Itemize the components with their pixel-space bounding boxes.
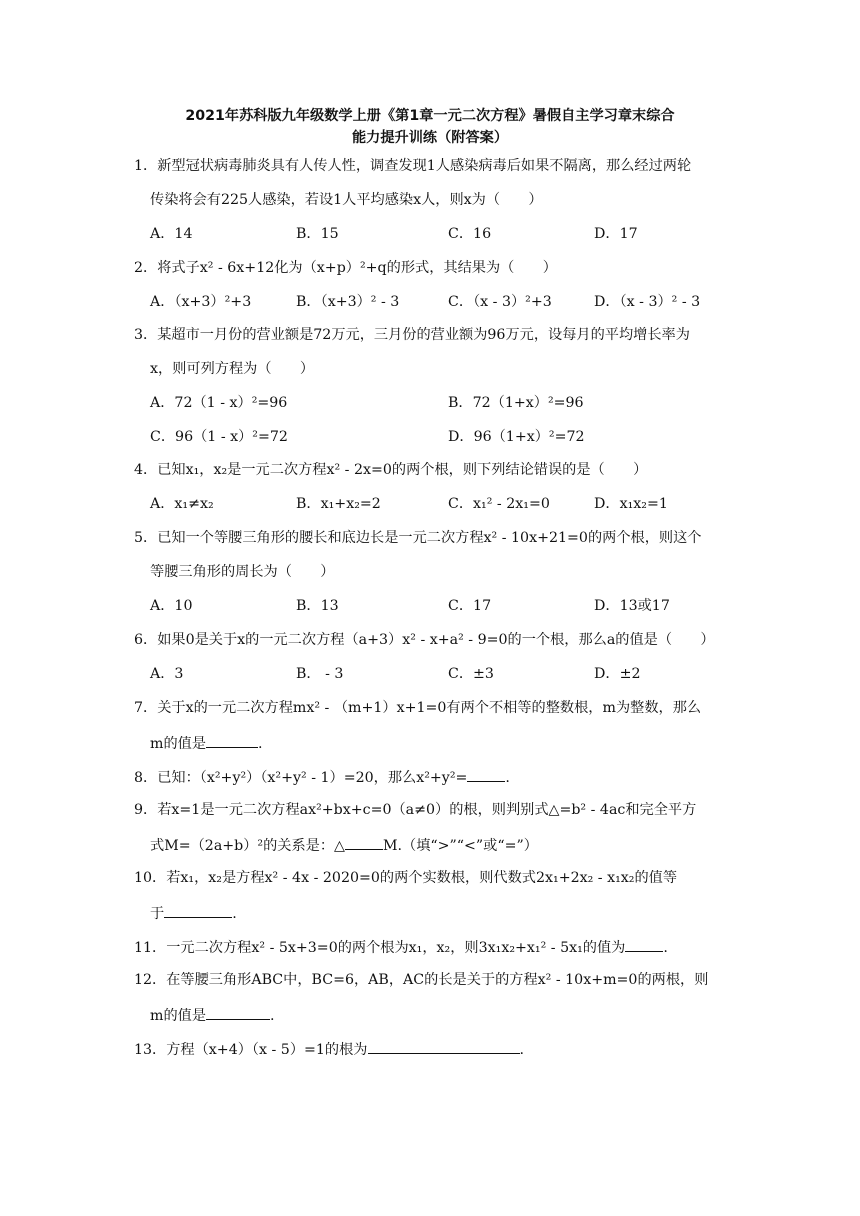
question-7-line-1: 7．关于x的一元二次方程mx² - （m+1）x+1=0有两个不相等的整数根，m为整数，那么 [134,700,702,716]
answer-blank[interactable] [345,834,383,850]
question-8-line-1 [134,766,510,788]
question-2-option-a: A．（x+3）²+3 [150,294,252,310]
question-9-line-2 [150,834,538,856]
question-12-prompt: m的值是 [150,1008,207,1024]
question-11-line-1 [134,936,668,958]
question-6-option-a: A．3 [150,666,184,682]
question-1-line-2: 传染将会有225人感染，若设1人平均感染x人，则x为（ ） [150,192,543,208]
question-12-line-2 [150,1004,275,1026]
page-title-line-2: 能力提升训练（附答案） [351,130,509,146]
question-4-option-d: D．x₁x₂=1 [594,496,668,512]
question-6-option-c: C．±3 [448,666,494,682]
answer-blank[interactable] [368,1038,520,1054]
question-3-line-2: x，则可列方程为（ ） [150,361,315,377]
question-5-line-1: 5．已知一个等腰三角形的腰长和底边长是一元二次方程x² - 10x+21=0的两个根，则这个 [134,530,702,546]
question-13-line-1 [134,1038,524,1060]
question-13-period: . [519,1042,525,1058]
answer-blank[interactable] [625,936,663,952]
question-8-prompt: 8．已知：（x²+y²）（x²+y² - 1）=20，那么x²+y²= [134,770,468,786]
question-1-line-1: 1．新型冠状病毒肺炎具有人传人性，调查发现1人感染病毒后如果不隔离，那么经过两轮 [134,158,692,174]
question-7-period: . [258,736,263,752]
question-4-line-1: 4．已知x₁，x₂是一元二次方程x² - 2x=0的两个根，则下列结论错误的是（ ） [134,462,648,478]
question-12-line-1: 12．在等腰三角形ABC中，BC=6，AB，AC的长是关于的方程x² - 10x+m=0的两根，则 [134,972,709,988]
question-2-option-c: C．（x - 3）²+3 [448,294,552,310]
question-3-option-a: A．72（1 - x）²=96 [150,395,288,411]
question-4-option-b: B．x₁+x₂=2 [296,496,381,512]
question-11-period: . [663,940,668,956]
question-4-option-a: A．x₁≠x₂ [150,496,214,512]
question-2-option-d: D．（x - 3）² - 3 [594,294,701,310]
question-10-line-2 [150,902,237,924]
question-6-option-d: D．±2 [594,666,641,682]
question-3-option-c: C．96（1 - x）²=72 [150,429,288,445]
question-6-line-1: 6．如果0是关于x的一元二次方程（a+3）x² - x+a² - 9=0的一个根，那么a的值是（ ） [134,632,715,648]
question-10-prompt: 于 [150,906,165,922]
question-10-line-1: 10．若x₁，x₂是方程x² - 4x - 2020=0的两个实数根，则代数式2x₁+2x₂ - x₁x₂的值等 [134,870,678,886]
question-5-line-2: 等腰三角形的周长为（ ） [150,564,335,580]
question-2-line-1: 2．将式子x² - 6x+12化为（x+p）²+q的形式，其结果为（ ） [134,260,557,276]
question-11-prompt: 11．一元二次方程x² - 5x+3=0的两个根为x₁，x₂，则3x₁x₂+x₁² - 5x₁的值为 [134,940,626,956]
question-5-option-c: C．17 [448,598,492,614]
question-1-option-b: B．15 [296,226,339,242]
answer-blank[interactable] [467,766,505,782]
question-10-period: . [232,906,237,922]
question-7-prompt: m的值是 [150,736,207,752]
page-title-line-1: 2021年苏科版九年级数学上册《第1章一元二次方程》暑假自主学习章末综合 [185,108,675,124]
question-1-option-a: A．14 [150,226,193,242]
question-1-option-c: C．16 [448,226,492,242]
answer-blank[interactable] [206,1004,270,1020]
question-3-line-1: 3．某超市一月份的营业额是72万元，三月份的营业额为96万元，设每月的平均增长率为 [134,327,690,343]
question-5-option-b: B．13 [296,598,339,614]
answer-blank[interactable] [206,732,258,748]
question-2-option-b: B．（x+3）² - 3 [296,294,400,310]
answer-blank[interactable] [164,902,232,918]
question-13-prompt: 13．方程（x+4）（x - 5）=1的根为 [134,1042,368,1058]
question-3-option-b: B．72（1+x）²=96 [448,395,584,411]
question-12-period: . [270,1008,275,1024]
question-4-option-c: C．x₁² - 2x₁=0 [448,496,550,512]
question-9-line-1: 9．若x=1是一元二次方程ax²+bx+c=0（a≠0）的根，则判别式△=b² - 4ac和完全平方 [134,802,697,818]
question-9-prompt: 式M=（2a+b）²的关系是：△ [150,838,345,854]
question-7-line-2 [150,732,263,754]
question-9-suffix: M.（填“>”“<”或“=”） [382,838,538,854]
question-3-option-d: D．96（1+x）²=72 [448,429,585,445]
question-5-option-a: A．10 [150,598,193,614]
question-5-option-d: D．13或17 [594,598,670,614]
question-8-period: . [505,770,510,786]
question-6-option-b: B． - 3 [296,666,344,682]
question-1-option-d: D．17 [594,226,638,242]
